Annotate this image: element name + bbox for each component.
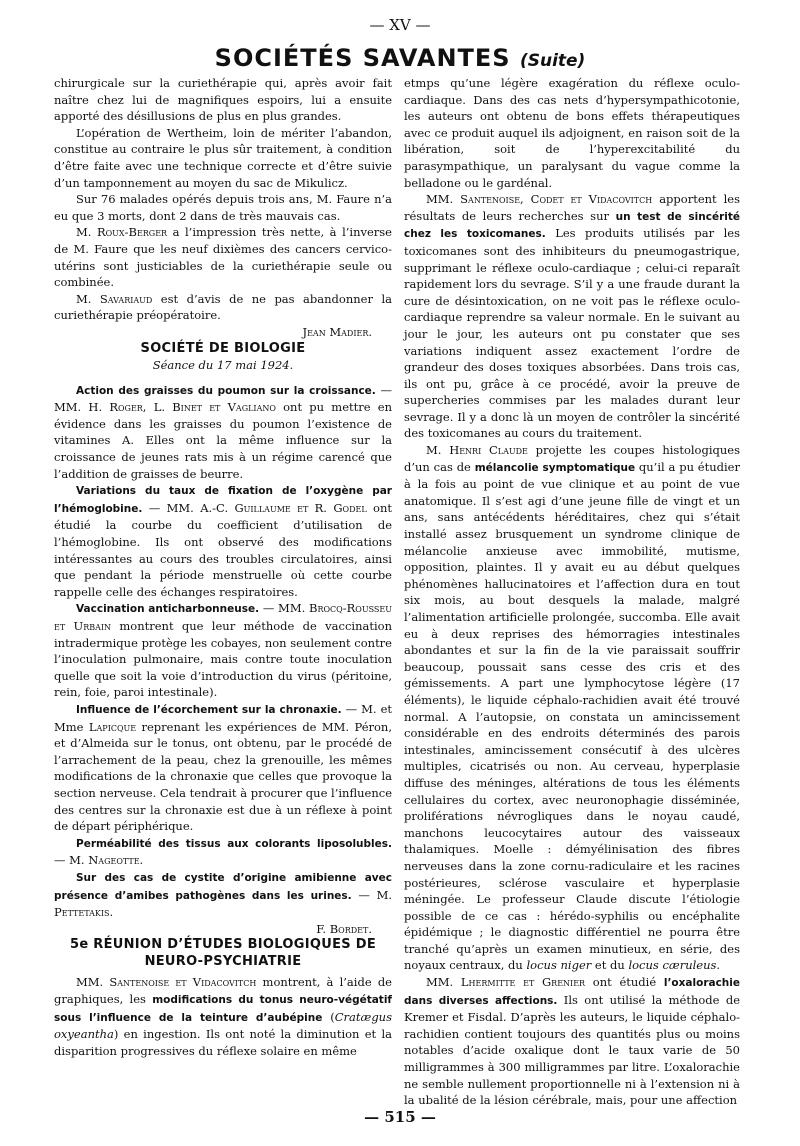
separator: — MM. — [259, 601, 310, 616]
separator: — M. et Mme — [54, 701, 392, 734]
entry-title: Action des graisses du poumon sur la croissance. — [76, 384, 376, 397]
entry-text: ont étudié la courbe du coefficient d’utilisation de l’hémoglobine. Ils ont observé des modifications intéressantes au cours des troubles circulatoires, ainsi que pendant la période menstruelle où cette courbe rappelle celle des échanges respiratoires. — [54, 500, 392, 599]
separator: — — [351, 887, 377, 902]
author-names: Brocq-Rousseu et Urbain — [54, 601, 392, 633]
entry-text: montrent que leur méthode de vaccination intradermique protège les cobayes, non seulement contre l’inoculation pulmonaire, mais contre toute inoculation quelle que soit la voie d’introduction du virus (péritoine, rein, foie, paroi intestinale). — [54, 619, 392, 700]
entry — [54, 701, 392, 835]
entry-text: ont pu mettre en évidence dans les graisses du poumon l’existence de vitamines A. Elles ont la même influence sur la croissance de jeunes rats mis à un régime carencé que l’addition de graisses de beurre. — [54, 400, 392, 481]
running-head-suffix: (Suite) — [519, 51, 586, 71]
author-names: M. Pettetakis. — [54, 887, 392, 920]
author-names: M. Savariaud — [76, 291, 153, 306]
separator: — MM. — [142, 500, 201, 515]
paragraph-text: a l’impression très nette, à l’inverse de M. Faure que les neuf dixièmes des cancers cervico-utérins sont justiciables de la curiethérapie seule ou combinée. — [54, 225, 392, 290]
entry-text: et du — [591, 958, 629, 973]
entry-title: Perméabilité des tissus aux colorants liposolubles. — [76, 837, 392, 850]
entry-text: projette les coupes histologiques d’un cas de — [404, 443, 740, 474]
entry — [54, 600, 392, 701]
author-names: MM. Santenoise, Codet et Vidacovitch — [426, 192, 653, 207]
entry — [54, 974, 392, 1059]
entry-title: mélancolie symptomatique — [474, 461, 636, 474]
entry-text: qu’il a pu étudier à la fois au point de vue clinique et au point de vue anatomique. Il s’est agi d’une jeune fille de vingt et un ans, sans antécédents héréditaires, chez qui s’était installé assez brusquement un syndrome clinique de mélancolie anxieuse avec immobilité, mutisme, opposition, plaintes. Il y avait eu au début quelques phénomènes hallucinatoires et l’affection dura en tout six mois, au bout desquels la malade, malgré l’alimentation artificielle prolongée, succomba. Elle avait eu à deux reprises des hémorragies intestinales abondantes et sur la fin de la vie paraissait souffrir beaucoup, poussait sans cesse des cris et des gémissements. A part une lymphocytose légère (17 éléments), le liquide céphalo-rachidien avait été trouvé normal. A l’autopsie, on constata un amincissement considérable en des endroits déterminés des parois intestinales, amincissement consécutif à des ulcères multiples, cicatrisés ou non. Au cerveau, hyperplasie diffuse des méninges, altérations de tous les éléments cellulaires du cortex, avec neuronophagie disséminée, proliférations névrogliques dans le noyau caudé, manchons leucocytaires autour des vaisseaux thalamiques. Moelle : démyélinisation des fibres nerveuses dans la zone cornu-radiculaire et les racines postérieures, sclérose vasculaire et hyperplasie méningée. Le professeur Claude discute l’étiologie possible de ce cas : hérédo-syphilis ou encéphalite épidémique ; le diagnostic différentiel ne pourra être tranché qu’après un examen minutieux, en série, des noyaux centraux, du — [404, 459, 740, 973]
entry-text: apportent les résultats de leurs recherches sur — [404, 192, 741, 223]
paragraph — [54, 224, 392, 290]
entry — [404, 442, 740, 974]
signature: Jean Madier. — [302, 324, 372, 339]
entry-text: ont étudié — [585, 975, 664, 990]
paragraph — [54, 291, 392, 324]
author-names: M. Henri Claude — [426, 443, 528, 458]
entry-title: modifications du tonus neuro-végétatif sous l’influence de la teinture d’aubépine — [54, 994, 392, 1024]
paragraph: L’opération de Wertheim, loin de mériter l’abandon, constitue au contraire le plus sûr traitement, à condition d’être faite avec une technique correcte et d’être suivie d’un tamponnement au moyen du sac de Mikulicz. — [54, 125, 392, 190]
author-names: MM. Lhermitte et Grenier — [426, 975, 586, 990]
entry-text: montrent, à l’aide de graphiques, les — [54, 975, 392, 1007]
entry-title: un test de sincérité chez les toxicomanes. — [404, 210, 740, 241]
running-head-title: SOCIÉTÉS SAVANTES — [214, 44, 511, 72]
entry-text: Ils ont utilisé la méthode de Kremer et Fisdal. D’après les auteurs, le liquide céphalo-rachidien contient toujours des quantités plus ou moins notables d’acide oxalique dont le taux varie de 50 milligrammes à 300 milligrammes par litre. L’oxalorachie ne semble nullement proportionnelle ni à l’extension ni à la ubalité de la lésion cérébrale, mais, pour une affection — [404, 992, 740, 1108]
separator: — — [54, 853, 70, 868]
entry-title: Sur des cas de cystite d’origine amibienne avec présence d’amibes pathogènes dans les urines. — [54, 871, 392, 902]
author-names: MM. Santenoise et Vidacovitch — [76, 975, 257, 990]
section-subtitle: Séance du 17 mai 1924. — [152, 358, 294, 373]
punctuation: . — [716, 958, 721, 973]
separator: — — [375, 382, 393, 397]
entry-title: Influence de l’écorchement sur la chronaxie. — [76, 703, 342, 716]
anatomy-term: locus cæruleus — [628, 958, 717, 973]
entry — [54, 835, 392, 869]
author-names: A.-C. Guillaume et R. Godel — [200, 500, 367, 515]
entry — [404, 974, 740, 1109]
author-names: Lapicque — [88, 719, 137, 734]
entry — [54, 382, 392, 483]
entry-text: ) en ingestion. Ils ont noté la diminution et la disparition progressives du réflexe solaire en même — [54, 1027, 392, 1058]
left-column — [54, 75, 392, 1059]
entry-title: l’oxalorachie dans diverses affections. — [404, 977, 740, 1007]
entry-title: Variations du taux de fixation de l’oxygène par l’hémoglobine. — [54, 485, 392, 515]
paragraph-text: est d’avis de ne pas abandonner la curiethérapie préopératoire. — [54, 291, 392, 323]
anatomy-term: locus niger — [526, 958, 592, 973]
paragraph: etmps qu’une légère exagération du réflexe oculo-cardiaque. Dans des cas nets d’hypersympathicotonie, les auteurs ont obtenu de bons effets thérapeutiques avec ce produit auquel ils adjoignent, en raison soit de la libération, soit de l’hyperexcitabilité du parasympathique, un paralysant du vague comme la belladone ou le gardénal. — [404, 76, 740, 190]
entry-text: reprenant les expériences de MM. Péron, et d’Almeida sur le tonus, ont obtenu, par le procédé de l’arrachement de la peau, chez la grenouille, les mêmes modifications de la chronaxie que celles que provoque la section nerveuse. Cela tendrait à procurer que l’influence des centres sur la chronaxie est due à un réflexe à point de départ périphérique. — [54, 719, 392, 834]
entry — [404, 191, 740, 442]
author-names: M. Nageotte. — [69, 853, 144, 868]
entry — [54, 869, 392, 921]
species-name: Cratægus oxyeantha — [54, 1009, 392, 1042]
section-title: 5e RÉUNION D’ÉTUDES BIOLOGIQUES DE NEURO-PSYCHIATRIE — [69, 937, 377, 969]
page-number-top: — XV — — [369, 16, 431, 34]
running-head — [0, 44, 800, 72]
signature: F. Bordet. — [316, 921, 372, 936]
paragraph: Sur 76 malades opérés depuis trois ans, M. Faure n’a eu que 3 morts, dont 2 dans de très mauvais cas. — [54, 192, 392, 223]
entry-text: Les produits utilisés par les toxicomanes sont des inhibiteurs du pneumogastrique, supprimant le réflexe oculo-cardiaque ; celui-ci reparaît rapidement lors du sevrage. S’il y a une fraude durant la cure de désintoxication, on ne voit pas le réflexe oculo-cardiaque reprendre sa valeur normale. En le suivant au jour le jour, les auteurs ont pu constater que ses variations indiquent assez exactement l’ordre de grandeur des doses toxiques absorbées. Dans trois cas, ils ont pu, grâce à ce procédé, avoir la preuve de supercheries commises par les malades durant leur sevrage. Il y a donc là un moyen de contrôler la sincérité des toxicomanes au cours du traitement. — [404, 226, 740, 441]
author-names: M. Roux-Berger — [76, 225, 168, 240]
author-names: MM. H. Roger, L. Binet et Vagliano — [54, 400, 276, 415]
page-number-bottom: — 515 — — [364, 1108, 436, 1126]
paragraph: chirurgicale sur la curiethérapie qui, après avoir fait naître chez lui de magnifiques espoirs, lui a ensuite apporté des désillusions de plus en plus grandes. — [54, 76, 392, 124]
entry — [54, 482, 392, 600]
section-title: SOCIÉTÉ DE BIOLOGIE — [140, 340, 306, 356]
right-column — [404, 75, 740, 1109]
entry-title: Vaccination anticharbonneuse. — [76, 603, 260, 616]
punctuation: ( — [322, 1009, 335, 1024]
